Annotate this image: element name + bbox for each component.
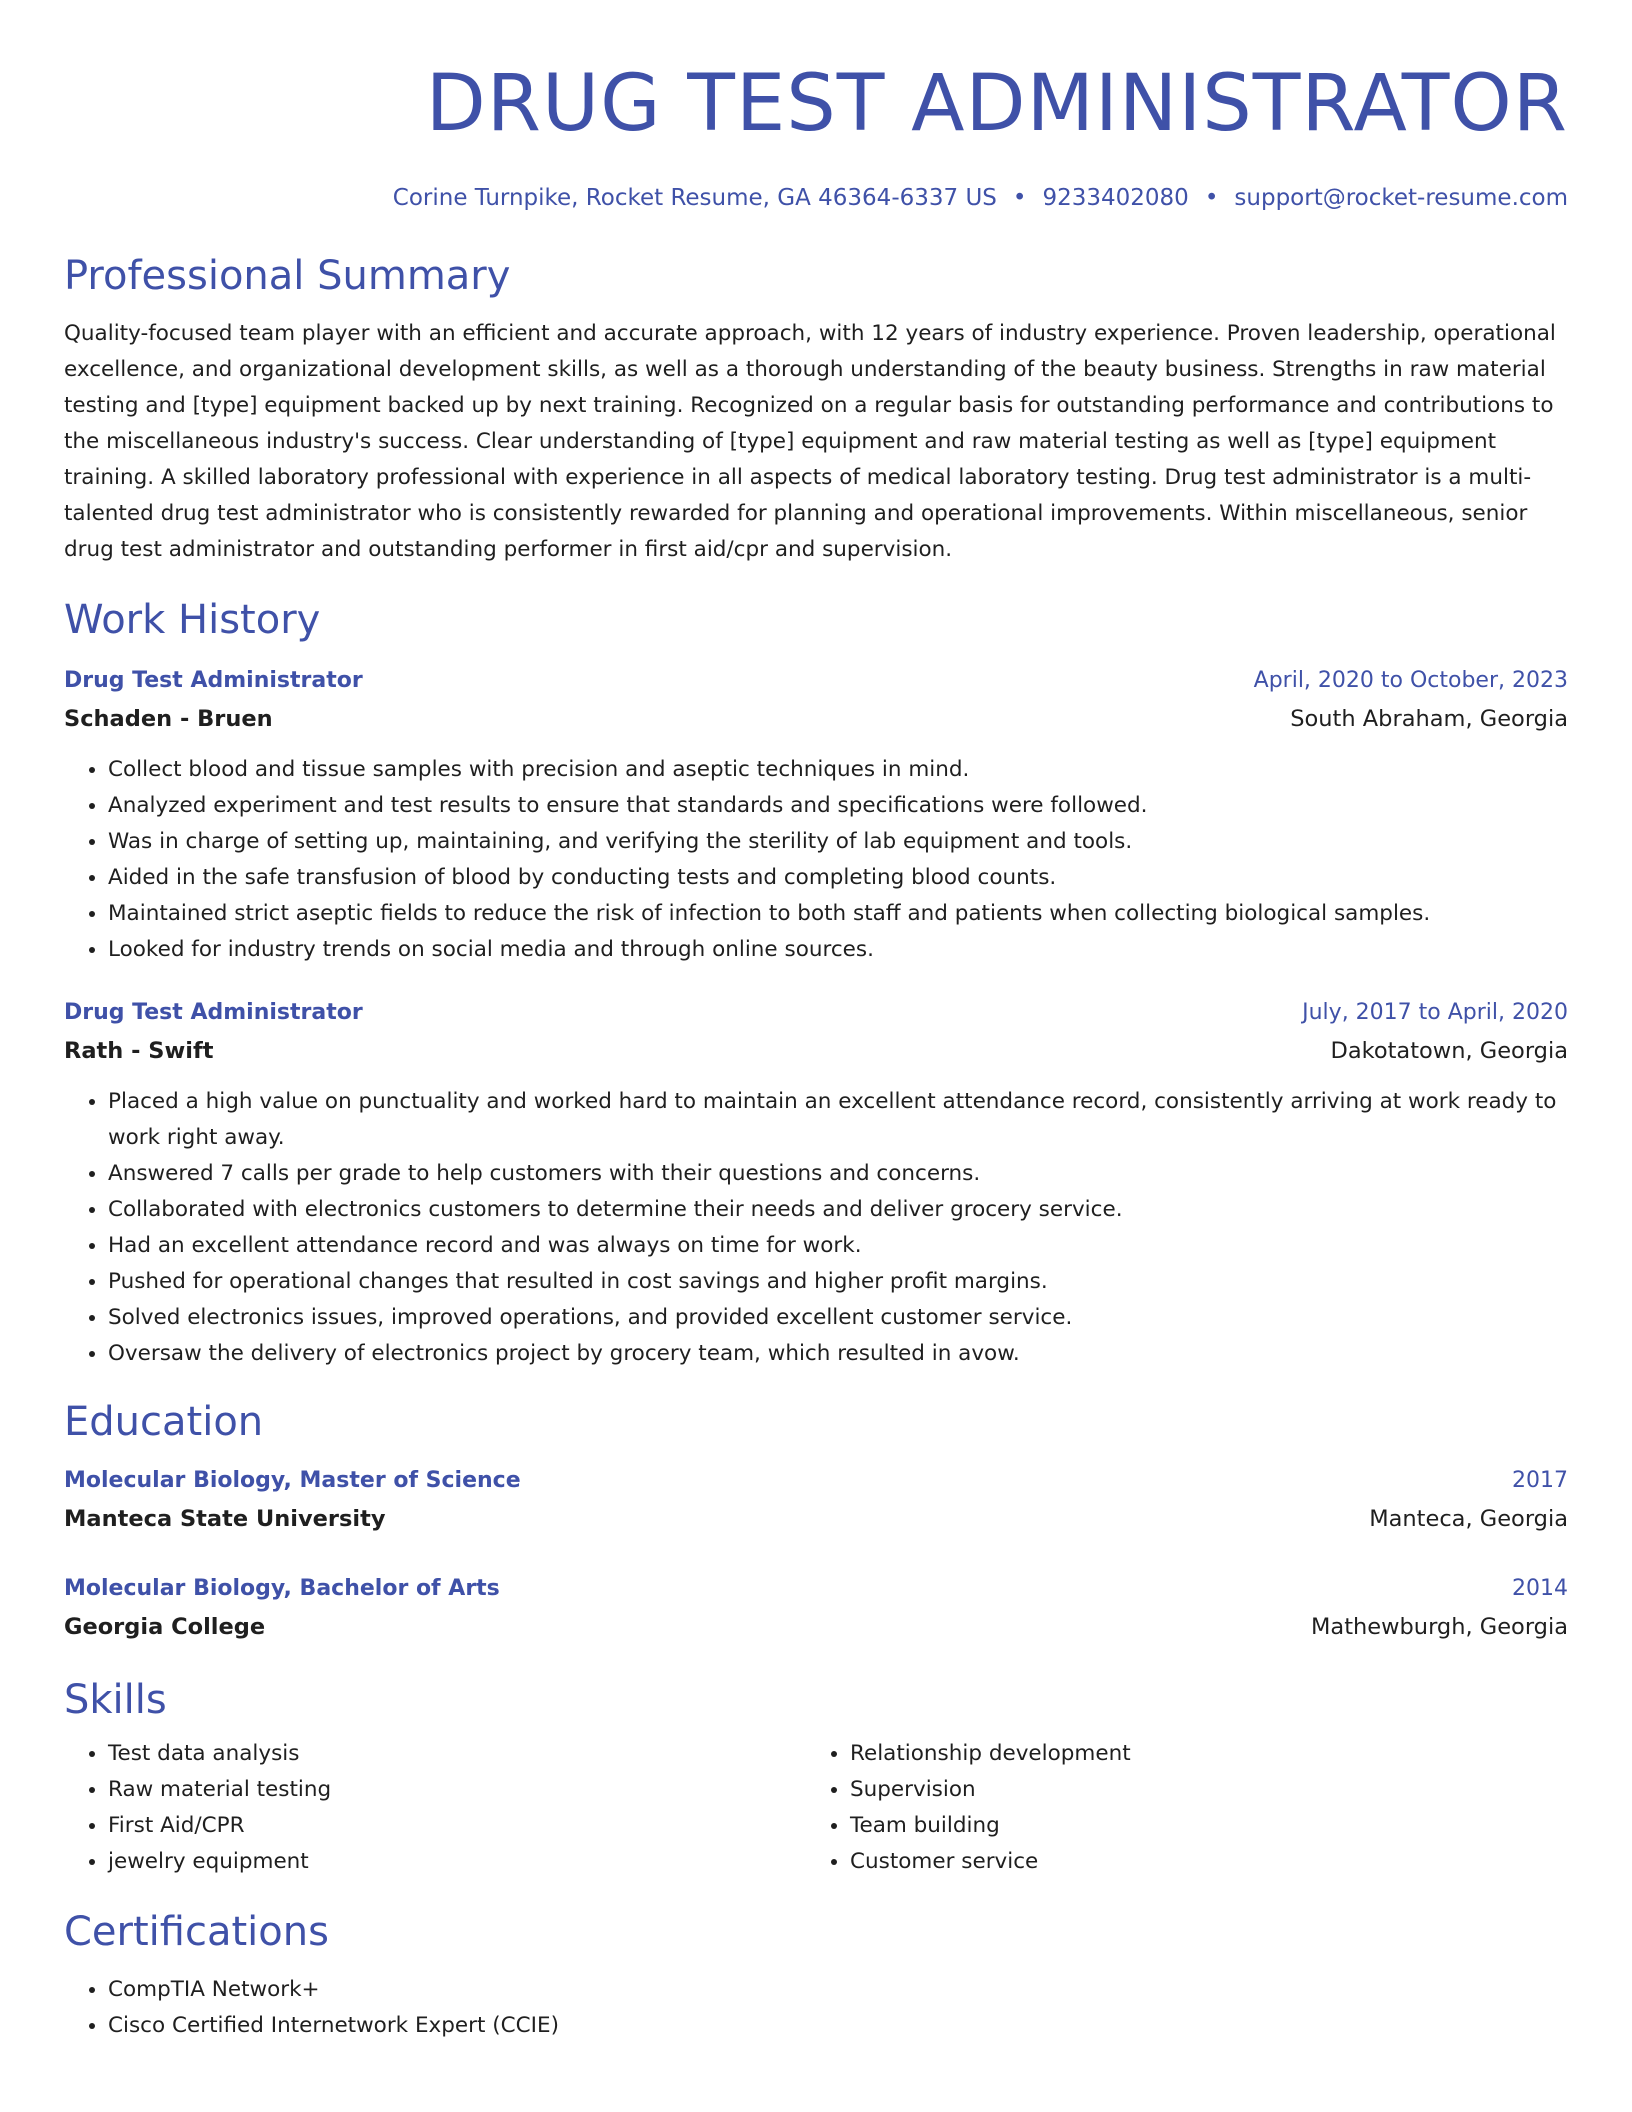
degree-row xyxy=(64,1570,1568,1608)
list-item: • Collaborated with electronics customers to determine their needs and deliver grocery service. xyxy=(108,1192,1568,1228)
degree-year: 2014 xyxy=(1512,1576,1568,1601)
degree-row xyxy=(64,1462,1568,1500)
list-item: • Collect blood and tissue samples with precision and aseptic techniques in mind. xyxy=(108,752,1568,788)
list-item: • Had an excellent attendance record and was always on time for work. xyxy=(108,1228,1568,1264)
job-bullets xyxy=(64,752,1568,968)
contact-separator: • xyxy=(1012,185,1027,211)
list-item: • Cisco Certified Internetwork Expert (CCIE) xyxy=(108,2008,1568,2044)
education-entry xyxy=(64,1570,1568,1646)
education-heading: Education xyxy=(64,1399,264,1445)
degree-year: 2017 xyxy=(1512,1468,1568,1493)
list-item: • Customer service xyxy=(850,1844,1548,1880)
list-item: • Placed a high value on punctuality and worked hard to maintain an excellent attendance record, consistently arriving at work ready to work right away. xyxy=(108,1084,1568,1156)
job-entry xyxy=(64,994,1568,1372)
school-location: Mathewburgh, Georgia xyxy=(1311,1614,1568,1640)
degree-name: Molecular Biology, Bachelor of Arts xyxy=(64,1576,500,1601)
contact-line xyxy=(64,182,1568,214)
school-name: Georgia College xyxy=(64,1614,266,1640)
job-title-row xyxy=(64,662,1568,700)
job-title-row xyxy=(64,994,1568,1032)
job-bullets xyxy=(64,1084,1568,1372)
summary-text: Quality-focused team player with an efficient and accurate approach, with 12 years of industry experience. Proven leadership, operational excellence, and organizational development skills, as well as a thorough understanding of the beauty business. Strengths in raw material testing and [type] equipment backed up by next training. Recognized on a regular basis for outstanding performance and contributions to the miscellaneous industry's success. Clear understanding of [type] equipment and raw material testing as well as [type] equipment training. A skilled laboratory professional with experience in all aspects of medical laboratory testing. Drug test administrator is a multi-talented drug test administrator who is consistently rewarded for planning and operational improvements. Within miscellaneous, senior drug test administrator and outstanding performer in first aid/cpr and supervision. xyxy=(64,321,1556,562)
job-dates: July, 2017 to April, 2020 xyxy=(1302,1000,1568,1025)
job-employer-row xyxy=(64,700,1568,738)
work-history-section xyxy=(64,594,1568,1372)
list-item: • Oversaw the delivery of electronics project by grocery team, which resulted in avow. xyxy=(108,1336,1568,1372)
summary-section xyxy=(64,250,1568,568)
job-dates: April, 2020 to October, 2023 xyxy=(1253,668,1568,693)
work-history-heading: Work History xyxy=(64,597,321,643)
certifications-section xyxy=(64,1906,1568,2044)
list-item: • Analyzed experiment and test results to ensure that standards and specifications were followed. xyxy=(108,788,1568,824)
job-location: South Abraham, Georgia xyxy=(1290,706,1568,732)
list-item: • Solved electronics issues, improved operations, and provided excellent customer service. xyxy=(108,1300,1568,1336)
skills-list-right xyxy=(806,1736,1548,1880)
skills-heading: Skills xyxy=(64,1677,167,1723)
job-employer-row xyxy=(64,1032,1568,1070)
list-item: • Answered 7 calls per grade to help customers with their questions and concerns. xyxy=(108,1156,1568,1192)
list-item: • First Aid/CPR xyxy=(108,1808,806,1844)
resume-header xyxy=(64,56,1568,214)
list-item: • CompTIA Network+ xyxy=(108,1972,1568,2008)
contact-phone: 9233402080 xyxy=(1042,185,1189,211)
list-item: • Maintained strict aseptic fields to reduce the risk of infection to both staff and patients when collecting biological samples. xyxy=(108,896,1568,932)
school-name: Manteca State University xyxy=(64,1506,386,1532)
list-item: • Supervision xyxy=(850,1772,1548,1808)
list-item: • Relationship development xyxy=(850,1736,1548,1772)
education-entry xyxy=(64,1462,1568,1538)
skills-list-left xyxy=(64,1736,806,1880)
list-item: • Test data analysis xyxy=(108,1736,806,1772)
job-location: Dakotatown, Georgia xyxy=(1330,1038,1568,1064)
degree-name: Molecular Biology, Master of Science xyxy=(64,1468,521,1493)
contact-address: Corine Turnpike, Rocket Resume, GA 46364-6337 US xyxy=(392,185,997,211)
contact-separator: • xyxy=(1204,185,1219,211)
list-item: • Looked for industry trends on social media and through online sources. xyxy=(108,932,1568,968)
list-item: • Team building xyxy=(850,1808,1548,1844)
job-title-heading: DRUG TEST ADMINISTRATOR xyxy=(425,59,1568,149)
school-row xyxy=(64,1608,1568,1646)
job-employer: Rath - Swift xyxy=(64,1038,214,1064)
list-item: • jewelry equipment xyxy=(108,1844,806,1880)
education-section xyxy=(64,1396,1568,1646)
summary-heading: Professional Summary xyxy=(64,253,511,299)
job-entry xyxy=(64,662,1568,968)
list-item: • Pushed for operational changes that resulted in cost savings and higher profit margins. xyxy=(108,1264,1568,1300)
job-role: Drug Test Administrator xyxy=(64,1000,363,1025)
skills-section xyxy=(64,1674,1568,1880)
school-location: Manteca, Georgia xyxy=(1369,1506,1568,1532)
job-employer: Schaden - Bruen xyxy=(64,706,273,732)
list-item: • Was in charge of setting up, maintaining, and verifying the sterility of lab equipment and tools. xyxy=(108,824,1568,860)
skills-columns xyxy=(64,1736,1568,1880)
certifications-list xyxy=(64,1972,1568,2044)
school-row xyxy=(64,1500,1568,1538)
contact-email[interactable]: support@rocket-resume.com xyxy=(1234,185,1568,211)
job-role: Drug Test Administrator xyxy=(64,668,363,693)
list-item: • Raw material testing xyxy=(108,1772,806,1808)
list-item: • Aided in the safe transfusion of blood by conducting tests and completing blood counts. xyxy=(108,860,1568,896)
certifications-heading: Certifications xyxy=(64,1909,329,1955)
